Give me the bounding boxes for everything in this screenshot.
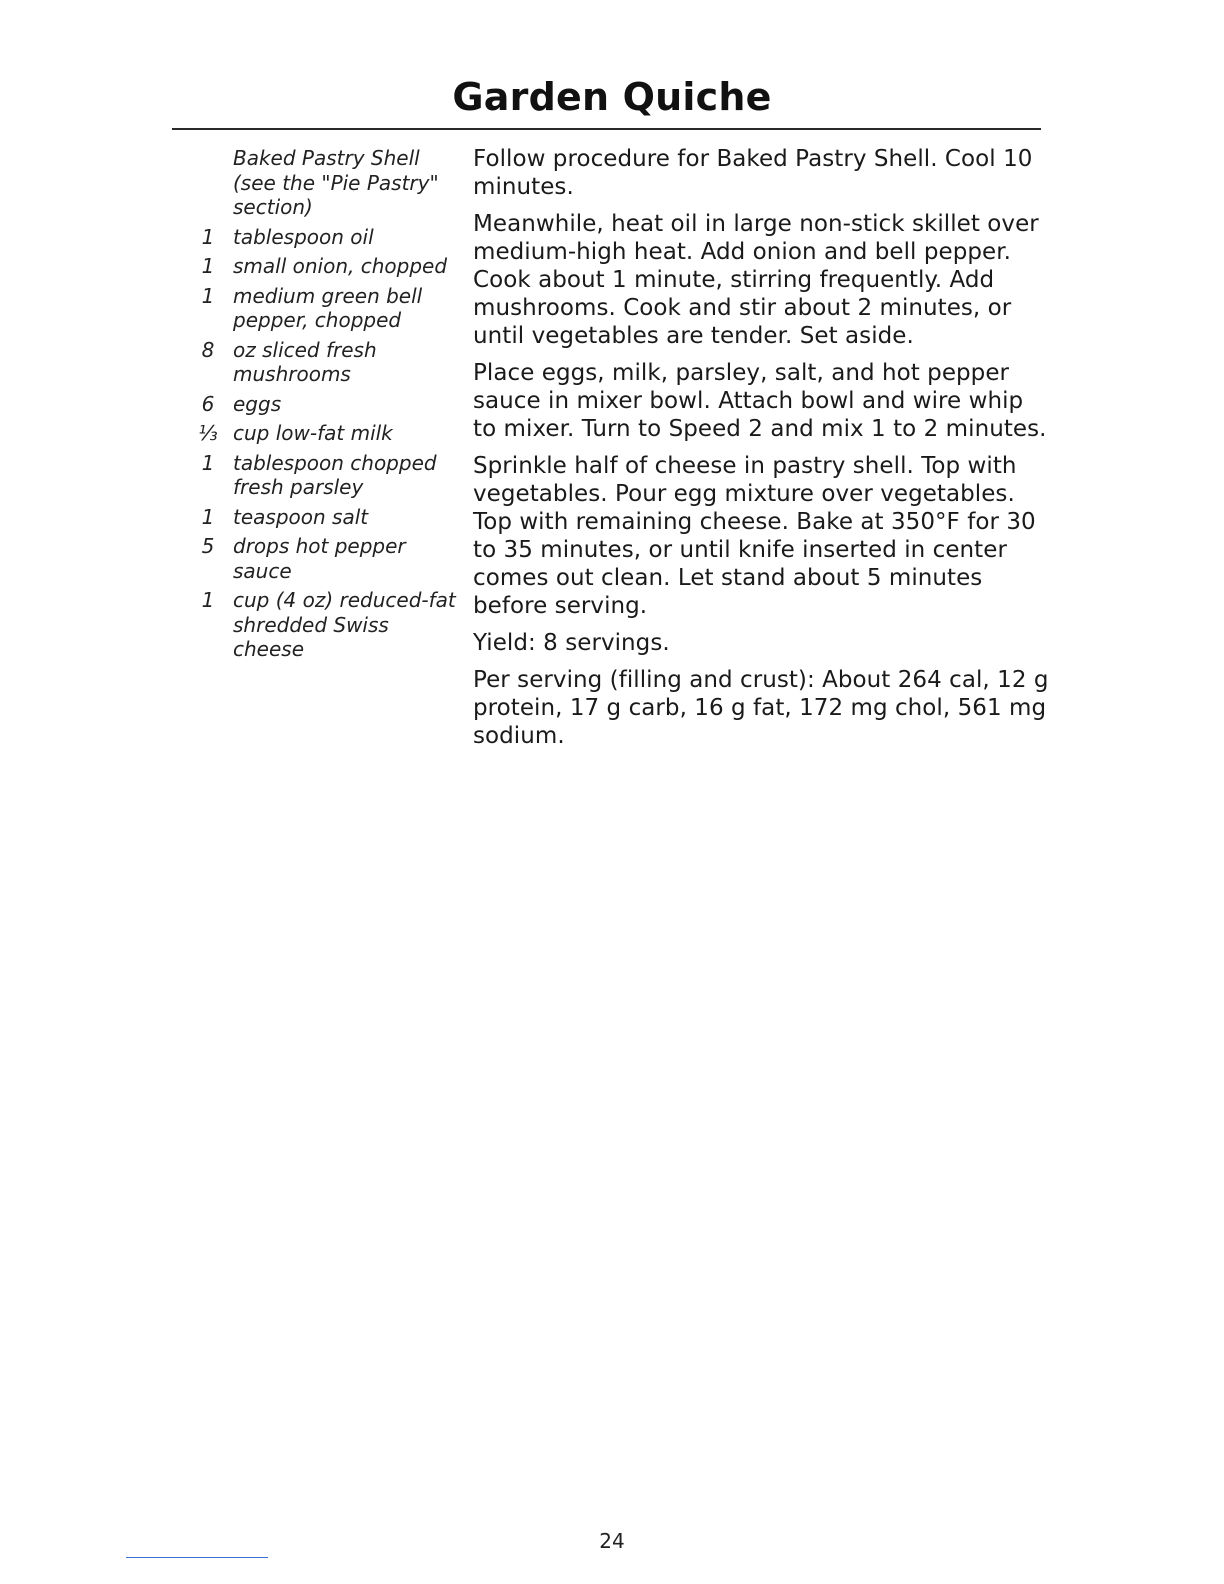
ingredient-quantity: 1 — [201, 224, 215, 249]
ingredient-quantity: 6 — [201, 391, 215, 416]
ingredient-item — [196, 392, 458, 417]
ingredient-text: teaspoon salt — [233, 504, 369, 529]
ingredient-item — [196, 146, 458, 220]
direction-paragraph: Sprinkle half of cheese in pastry shell. Top with vegetables. Pour egg mixture over vegetables. Top with remaining cheese. Bake at 350°F for 30 to 35 minutes, or until knife inserted in center comes out clean. Let stand about 5 minutes before serving. — [473, 453, 1036, 619]
ingredient-text: tablespoon chopped fresh parsley — [233, 450, 437, 499]
ingredient-item — [196, 451, 458, 500]
ingredient-text: tablespoon oil — [233, 224, 374, 249]
ingredient-item — [196, 505, 458, 530]
ingredient-text: eggs — [233, 391, 282, 416]
ingredient-text: drops hot pepper sauce — [233, 534, 406, 583]
ingredient-quantity: 1 — [201, 588, 215, 612]
ingredient-item — [196, 225, 458, 250]
ingredient-list — [196, 146, 458, 667]
ingredient-item — [196, 588, 458, 662]
page-number: 24 — [599, 1529, 625, 1553]
nutrition-text: Per serving (filling and crust): About 264 cal, 12 g protein, 17 g carb, 16 g fat, 172 mg chol, 561 mg sodium. — [473, 667, 1049, 749]
ingredient-text: cup (4 oz) reduced-fat shredded Swiss cheese — [233, 588, 456, 661]
direction-paragraph: Follow procedure for Baked Pastry Shell. Cool 10 minutes. — [473, 146, 1033, 200]
ingredient-text: oz sliced fresh mushrooms — [233, 337, 377, 386]
ingredient-item — [196, 254, 458, 279]
direction-paragraph: Place eggs, milk, parsley, salt, and hot pepper sauce in mixer bowl. Attach bowl and wire whip to mixer. Turn to Speed 2 and mix 1 to 2 minutes. — [473, 360, 1047, 442]
footer-link-underline — [126, 1557, 268, 1558]
ingredient-item — [196, 534, 458, 583]
ingredient-quantity: 8 — [201, 337, 215, 362]
ingredient-quantity: 1 — [201, 283, 215, 308]
ingredient-quantity: 5 — [201, 534, 215, 558]
yield-text: Yield: 8 servings. — [473, 630, 670, 656]
ingredient-quantity: ⅓ — [198, 421, 218, 445]
ingredient-text: medium green bell pepper, chopped — [233, 283, 423, 332]
ingredient-item — [196, 421, 458, 446]
directions — [473, 145, 1053, 759]
ingredient-item — [196, 284, 458, 333]
ingredient-text: cup low-fat milk — [233, 421, 393, 445]
ingredient-quantity: 1 — [201, 254, 215, 278]
ingredient-item — [196, 338, 458, 387]
page-title: Garden Quiche — [452, 75, 772, 119]
ingredient-text: Baked Pastry Shell (see the "Pie Pastry" section) — [233, 146, 439, 219]
ingredient-text: small onion, chopped — [233, 254, 448, 278]
direction-paragraph: Meanwhile, heat oil in large non-stick skillet over medium-high heat. Add onion and bell pepper. Cook about 1 minute, stirring frequently. Add mushrooms. Cook and stir about 2 minutes, or until vegetables are tender. Set aside. — [473, 211, 1039, 349]
ingredient-quantity: 1 — [201, 450, 215, 475]
ingredient-quantity: 1 — [201, 504, 215, 529]
title-divider — [172, 128, 1041, 130]
